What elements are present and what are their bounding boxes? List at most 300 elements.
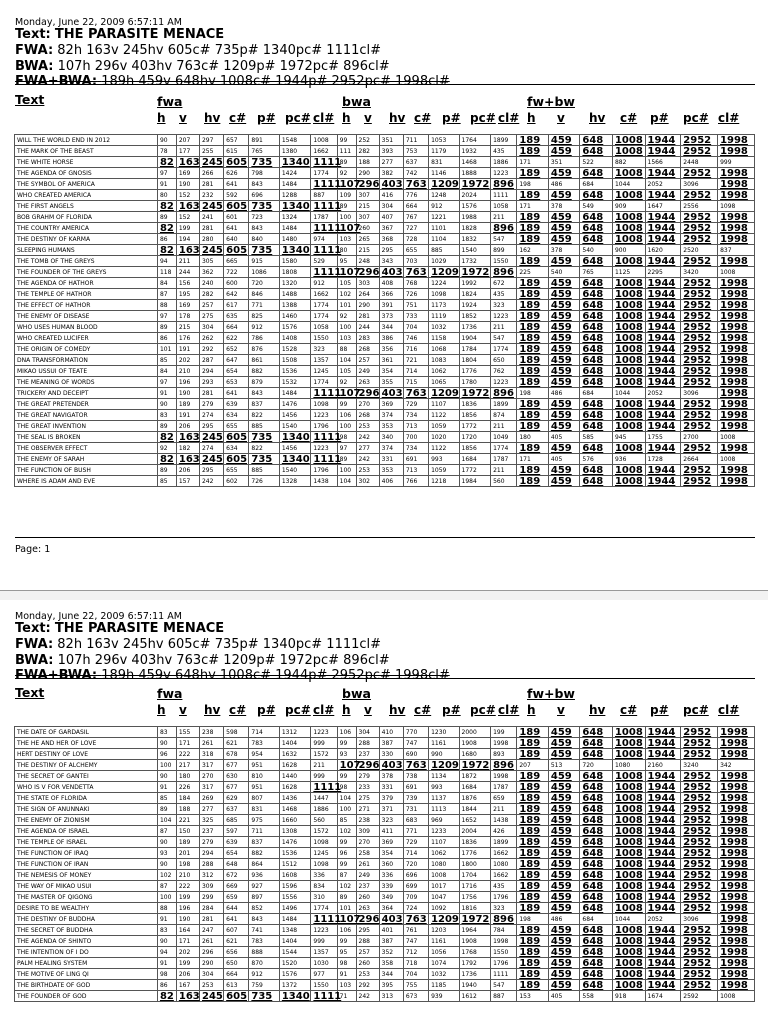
row-name-cell: THE FOUNDER OF GOD	[15, 991, 158, 1002]
row-name-cell: THE TEMPLE OF ISRAEL	[15, 837, 158, 848]
cell-fwbw-v: 459	[548, 815, 580, 826]
cell-bwa-hv: 403	[379, 179, 403, 190]
cell-fwbw-v: 459	[548, 892, 580, 903]
fwbw-values: 189h 459v 648hv 1008c# 1944p# 2952pc# 1998cl#	[101, 74, 450, 89]
cell-bwa-hv: 277	[379, 157, 403, 168]
cell-fwa-pc: 1632	[279, 749, 311, 760]
cell-bwa-p: 1209	[429, 179, 459, 190]
cell-fwa-pc: 1484	[279, 914, 311, 925]
cell-fwa-cl: 1774	[311, 300, 337, 311]
cell-bwa-hv: 401	[379, 925, 403, 936]
cell-fwbw-cl: 1998	[718, 958, 755, 969]
cell-bwa-h: 107	[337, 914, 356, 925]
cell-bwa-h: 87	[337, 870, 356, 881]
subheader-bwa-p: p#	[442, 703, 461, 717]
cell-bwa-p: 1065	[429, 377, 459, 388]
cell-fwbw-cl: 1998	[718, 903, 755, 914]
cell-fwa-p: 783	[249, 738, 279, 749]
cell-fwbw-cl: 1998	[718, 848, 755, 859]
cell-fwbw-c: 1008	[612, 947, 645, 958]
cell-fwa-pc: 1512	[279, 859, 311, 870]
cell-fwa-hv: 296	[199, 947, 223, 958]
cell-fwbw-p: 1944	[645, 870, 681, 881]
cell-fwa-h: 91	[157, 179, 176, 190]
cell-fwbw-hv: 648	[580, 234, 613, 245]
cell-fwa-p: 840	[249, 234, 279, 245]
cell-bwa-pc: 1684	[459, 454, 491, 465]
cell-fwa-cl: 1796	[311, 421, 337, 432]
cell-fwbw-v: 459	[548, 212, 580, 223]
cell-bwa-pc: 1732	[459, 256, 491, 267]
cell-fwbw-c: 1125	[612, 267, 645, 278]
table-row	[15, 311, 755, 322]
cell-fwa-cl: 1111	[311, 432, 337, 443]
cell-bwa-hv: 403	[379, 267, 403, 278]
cell-bwa-p: 1122	[429, 410, 459, 421]
subheader-fwa-h: h	[157, 703, 166, 717]
cell-bwa-h: 104	[337, 476, 356, 487]
cell-fwbw-hv: 648	[580, 859, 613, 870]
cell-fwbw-hv: 684	[580, 914, 613, 925]
table-row	[15, 256, 755, 267]
cell-bwa-v: 263	[356, 903, 379, 914]
cell-fwa-p: 735	[249, 245, 279, 256]
cell-fwbw-cl: 1998	[718, 749, 755, 760]
cell-bwa-hv: 368	[379, 234, 403, 245]
cell-fwbw-h: 189	[517, 377, 549, 388]
cell-bwa-cl: 1899	[491, 135, 517, 146]
cell-bwa-v: 296	[356, 388, 379, 399]
cell-fwbw-v: 459	[548, 936, 580, 947]
cell-fwa-hv: 362	[199, 267, 223, 278]
cell-fwbw-pc: 2664	[681, 454, 718, 465]
cell-fwa-c: 722	[224, 267, 249, 278]
cell-fwbw-c: 1008	[612, 771, 645, 782]
cell-bwa-hv: 395	[379, 980, 403, 991]
cell-fwa-h: 83	[157, 727, 176, 738]
fwbw-values: 189h 459v 648hv 1008c# 1944p# 2952pc# 1998cl#	[101, 668, 450, 683]
cell-bwa-c: 726	[403, 289, 428, 300]
cell-bwa-hv: 407	[379, 212, 403, 223]
cell-bwa-hv: 295	[379, 245, 403, 256]
fwa-label: FWA:	[15, 637, 54, 652]
header-divider	[15, 84, 755, 85]
data-table-page-1	[14, 134, 755, 487]
cell-fwa-hv: 282	[199, 289, 223, 300]
cell-fwbw-v: 459	[548, 300, 580, 311]
cell-fwbw-p: 1944	[645, 859, 681, 870]
cell-fwa-p: 798	[249, 168, 279, 179]
cell-fwbw-pc: 2952	[681, 881, 718, 892]
cell-fwbw-h: 189	[517, 443, 549, 454]
bwa-line	[15, 59, 390, 74]
cell-bwa-v: 215	[356, 201, 379, 212]
cell-fwa-p: 876	[249, 344, 279, 355]
cell-fwa-v: 169	[176, 168, 199, 179]
cell-bwa-c: 637	[403, 157, 428, 168]
cell-fwa-h: 97	[157, 168, 176, 179]
cell-fwbw-pc: 2952	[681, 947, 718, 958]
cell-bwa-h: 101	[337, 903, 356, 914]
row-name-cell: THE AGENDA OF GNOSIS	[15, 168, 158, 179]
footer-divider	[15, 537, 755, 538]
cell-bwa-p: 1029	[429, 256, 459, 267]
cell-fwbw-cl: 1998	[718, 322, 755, 333]
cell-fwbw-hv: 585	[580, 432, 613, 443]
cell-bwa-hv: 331	[379, 454, 403, 465]
row-name-cell: THE WHITE HORSE	[15, 157, 158, 168]
cell-fwbw-cl: 1998	[718, 969, 755, 980]
cell-fwa-v: 182	[176, 443, 199, 454]
cell-fwbw-cl: 1008	[718, 991, 755, 1002]
cell-fwa-pc: 1468	[279, 804, 311, 815]
cell-fwa-pc: 1340	[279, 991, 311, 1002]
cell-fwbw-h: 189	[517, 212, 549, 223]
cell-fwa-cl: 1111	[311, 782, 337, 793]
fwbw-line	[15, 668, 450, 683]
cell-fwbw-pc: 2952	[681, 815, 718, 826]
cell-bwa-p: 1230	[429, 727, 459, 738]
cell-fwa-pc: 1340	[279, 245, 311, 256]
cell-bwa-c: 691	[403, 454, 428, 465]
cell-fwa-h: 87	[157, 289, 176, 300]
cell-fwbw-h: 162	[517, 245, 549, 256]
cell-fwa-cl: 1662	[311, 289, 337, 300]
cell-bwa-pc: 1612	[459, 991, 491, 1002]
cell-fwa-c: 642	[224, 289, 249, 300]
cell-fwa-hv: 240	[199, 278, 223, 289]
cell-bwa-v: 249	[356, 870, 379, 881]
cell-bwa-p: 1209	[429, 914, 459, 925]
cell-fwbw-cl: 1998	[718, 793, 755, 804]
cell-bwa-v: 265	[356, 234, 379, 245]
cell-bwa-p: 1053	[429, 135, 459, 146]
cell-fwa-pc: 1436	[279, 793, 311, 804]
table-row	[15, 245, 755, 256]
cell-fwa-pc: 1536	[279, 366, 311, 377]
cell-fwbw-c: 1008	[612, 980, 645, 991]
cell-fwa-h: 90	[157, 771, 176, 782]
cell-fwbw-cl: 1998	[718, 377, 755, 388]
cell-fwa-pc: 1628	[279, 782, 311, 793]
table-row	[15, 925, 755, 936]
cell-bwa-h: 107	[337, 267, 356, 278]
table-row	[15, 190, 755, 201]
cell-fwa-pc: 1440	[279, 771, 311, 782]
cell-bwa-pc: 1856	[459, 443, 491, 454]
cell-fwbw-h: 189	[517, 465, 549, 476]
table-row	[15, 848, 755, 859]
cell-fwa-h: 90	[157, 859, 176, 870]
cell-fwa-pc: 1540	[279, 421, 311, 432]
cell-fwa-v: 206	[176, 421, 199, 432]
cell-fwa-pc: 1320	[279, 278, 311, 289]
cell-fwa-h: 90	[157, 738, 176, 749]
cell-fwa-h: 91	[157, 958, 176, 969]
cell-fwbw-cl: 1998	[718, 234, 755, 245]
cell-fwa-cl: 999	[311, 936, 337, 947]
cell-bwa-v: 288	[356, 738, 379, 749]
cell-fwbw-pc: 2952	[681, 399, 718, 410]
cell-bwa-cl: 199	[491, 727, 517, 738]
cell-fwbw-v: 459	[548, 793, 580, 804]
cell-bwa-hv: 343	[379, 256, 403, 267]
cell-bwa-v: 292	[356, 980, 379, 991]
cell-fwa-hv: 277	[199, 804, 223, 815]
cell-fwbw-pc: 2952	[681, 925, 718, 936]
cell-fwa-c: 647	[224, 355, 249, 366]
cell-bwa-cl: 211	[491, 322, 517, 333]
cell-fwbw-h: 189	[517, 826, 549, 837]
cell-fwbw-p: 1944	[645, 826, 681, 837]
cell-fwa-pc: 1608	[279, 870, 311, 881]
cell-fwa-v: 189	[176, 837, 199, 848]
cell-bwa-v: 296	[356, 760, 379, 771]
cell-bwa-pc: 1576	[459, 201, 491, 212]
cell-fwa-p: 837	[249, 399, 279, 410]
cell-fwbw-pc: 2952	[681, 837, 718, 848]
cell-fwbw-cl: 1008	[718, 454, 755, 465]
column-text-header: Text	[15, 92, 45, 107]
cell-bwa-v: 253	[356, 969, 379, 980]
cell-fwa-p: 927	[249, 881, 279, 892]
cell-fwa-hv: 281	[199, 388, 223, 399]
cell-fwa-hv: 292	[199, 344, 223, 355]
cell-fwbw-c: 1008	[612, 476, 645, 487]
cell-fwbw-hv: 648	[580, 278, 613, 289]
cell-fwbw-v: 459	[548, 278, 580, 289]
row-name-cell: THE FUNCTION OF IRAQ	[15, 848, 158, 859]
cell-fwa-h: 80	[157, 190, 176, 201]
cell-bwa-hv: 369	[379, 399, 403, 410]
cell-bwa-v: 261	[356, 859, 379, 870]
cell-bwa-hv: 371	[379, 804, 403, 815]
cell-bwa-h: 99	[337, 399, 356, 410]
cell-bwa-cl: 323	[491, 903, 517, 914]
cell-bwa-c: 718	[403, 958, 428, 969]
cell-fwa-p: 711	[249, 826, 279, 837]
cell-fwa-pc: 1488	[279, 289, 311, 300]
cell-fwbw-cl: 1998	[718, 870, 755, 881]
cell-fwa-p: 741	[249, 925, 279, 936]
cell-fwbw-h: 189	[517, 366, 549, 377]
cell-fwa-pc: 1484	[279, 388, 311, 399]
cell-bwa-h: 106	[337, 410, 356, 421]
cell-fwa-h: 88	[157, 903, 176, 914]
cell-bwa-cl: 211	[491, 421, 517, 432]
cell-bwa-p: 1221	[429, 212, 459, 223]
cell-bwa-hv: 403	[379, 388, 403, 399]
cell-bwa-pc: 1852	[459, 311, 491, 322]
cell-fwbw-p: 1944	[645, 399, 681, 410]
row-name-cell: THE EFFECT OF HATHOR	[15, 300, 158, 311]
cell-fwbw-v: 459	[548, 969, 580, 980]
cell-bwa-cl: 896	[491, 267, 517, 278]
cell-fwbw-hv: 648	[580, 333, 613, 344]
cell-bwa-hv: 387	[379, 738, 403, 749]
cell-fwa-hv: 257	[199, 300, 223, 311]
table-row	[15, 168, 755, 179]
cell-fwa-c: 669	[224, 881, 249, 892]
cell-fwbw-cl: 1998	[718, 223, 755, 234]
cell-fwbw-hv: 648	[580, 289, 613, 300]
row-name-cell: THE GREAT PRETENDER	[15, 399, 158, 410]
cell-fwbw-pc: 2952	[681, 738, 718, 749]
cell-fwa-c: 657	[224, 135, 249, 146]
cell-bwa-hv: 378	[379, 771, 403, 782]
cell-bwa-c: 699	[403, 881, 428, 892]
cell-fwbw-v: 459	[548, 848, 580, 859]
cell-bwa-pc: 1736	[459, 322, 491, 333]
cell-fwa-v: 207	[176, 135, 199, 146]
cell-fwbw-p: 1944	[645, 969, 681, 980]
cell-fwa-cl: 999	[311, 771, 337, 782]
cell-fwbw-c: 1008	[612, 859, 645, 870]
cell-fwbw-c: 1008	[612, 421, 645, 432]
cell-fwa-h: 90	[157, 135, 176, 146]
cell-fwbw-pc: 2952	[681, 936, 718, 947]
text-title: THE PARASITE MENACE	[54, 621, 225, 636]
cell-fwbw-h: 189	[517, 925, 549, 936]
cell-fwbw-pc: 2952	[681, 168, 718, 179]
cell-fwbw-pc: 2520	[681, 245, 718, 256]
cell-fwa-pc: 1456	[279, 410, 311, 421]
fwa-line	[15, 43, 381, 58]
page-footer	[15, 544, 50, 555]
cell-fwa-cl: 1223	[311, 410, 337, 421]
cell-fwbw-p: 1944	[645, 738, 681, 749]
cell-bwa-p: 1017	[429, 881, 459, 892]
cell-bwa-p: 1059	[429, 421, 459, 432]
cell-fwbw-c: 1008	[612, 300, 645, 311]
cell-bwa-cl: 1787	[491, 782, 517, 793]
cell-fwbw-h: 189	[517, 399, 549, 410]
cell-bwa-pc: 2004	[459, 826, 491, 837]
cell-fwa-hv: 288	[199, 859, 223, 870]
cell-fwa-pc: 1460	[279, 311, 311, 322]
cell-fwbw-cl: 1998	[718, 782, 755, 793]
cell-bwa-cl: 1111	[491, 190, 517, 201]
cell-fwbw-c: 1008	[612, 793, 645, 804]
cell-fwa-v: 194	[176, 234, 199, 245]
cell-bwa-v: 249	[356, 366, 379, 377]
subheader-fwa-v: v	[179, 703, 187, 717]
cell-fwbw-hv: 648	[580, 212, 613, 223]
cell-fwbw-c: 1008	[612, 881, 645, 892]
row-name-cell: SLEEPING HUMANS	[15, 245, 158, 256]
cell-fwa-c: 629	[224, 793, 249, 804]
cell-fwbw-c: 1008	[612, 727, 645, 738]
cell-bwa-p: 1104	[429, 234, 459, 245]
cell-fwbw-cl: 1998	[718, 135, 755, 146]
cell-fwa-hv: 270	[199, 771, 223, 782]
table-row	[15, 289, 755, 300]
cell-bwa-v: 253	[356, 465, 379, 476]
cell-fwbw-c: 1008	[612, 234, 645, 245]
cell-bwa-p: 1158	[429, 333, 459, 344]
cell-bwa-p: 1059	[429, 465, 459, 476]
cell-bwa-h: 92	[337, 168, 356, 179]
cell-fwbw-hv: 648	[580, 256, 613, 267]
cell-fwa-h: 89	[157, 421, 176, 432]
table-row	[15, 760, 755, 771]
cell-bwa-h: 111	[337, 146, 356, 157]
cell-bwa-cl: 1662	[491, 848, 517, 859]
cell-fwbw-hv: 522	[580, 157, 613, 168]
cell-bwa-c: 763	[403, 760, 428, 771]
cell-bwa-c: 738	[403, 771, 428, 782]
group-bwa-header: bwa	[342, 94, 371, 109]
cell-bwa-hv: 344	[379, 322, 403, 333]
cell-bwa-h: 71	[337, 991, 356, 1002]
cell-bwa-p: 1107	[429, 837, 459, 848]
cell-fwbw-c: 1008	[612, 848, 645, 859]
cell-fwa-pc: 1424	[279, 168, 311, 179]
cell-bwa-hv: 331	[379, 782, 403, 793]
cell-fwa-hv: 295	[199, 465, 223, 476]
cell-fwbw-hv: 648	[580, 727, 613, 738]
cell-fwbw-v: 405	[548, 454, 580, 465]
cell-fwa-v: 196	[176, 903, 199, 914]
cell-fwa-v: 163	[176, 157, 199, 168]
cell-fwbw-h: 189	[517, 146, 549, 157]
cell-fwa-p: 897	[249, 892, 279, 903]
cell-bwa-h: 106	[337, 925, 356, 936]
cell-bwa-cl: 1058	[491, 201, 517, 212]
cell-bwa-p: 1122	[429, 443, 459, 454]
cell-fwa-v: 155	[176, 727, 199, 738]
subheader-fwbw-p: p#	[650, 111, 669, 125]
fwa-line	[15, 637, 381, 652]
page-label: Page:	[15, 544, 42, 555]
cell-fwbw-c: 1008	[612, 892, 645, 903]
cell-fwbw-c: 909	[612, 201, 645, 212]
group-fwbw-header: fw+bw	[527, 94, 575, 109]
cell-bwa-h: 99	[337, 135, 356, 146]
fwbw-line	[15, 74, 450, 89]
cell-bwa-p: 1008	[429, 870, 459, 881]
cell-bwa-pc: 1888	[459, 168, 491, 179]
cell-fwa-cl: 1098	[311, 859, 337, 870]
cell-bwa-pc: 1684	[459, 782, 491, 793]
cell-fwa-h: 89	[157, 465, 176, 476]
cell-bwa-hv: 411	[379, 826, 403, 837]
cell-fwa-hv: 255	[199, 146, 223, 157]
cell-fwa-v: 201	[176, 848, 199, 859]
cell-fwa-pc: 1596	[279, 881, 311, 892]
cell-fwbw-cl: 1998	[718, 859, 755, 870]
cell-fwbw-cl: 837	[718, 245, 755, 256]
cell-fwbw-c: 945	[612, 432, 645, 443]
cell-bwa-cl: 1438	[491, 815, 517, 826]
bwa-label: BWA:	[15, 59, 54, 74]
cell-fwa-h: 100	[157, 760, 176, 771]
cell-fwa-h: 84	[157, 366, 176, 377]
cell-fwa-cl: 1886	[311, 804, 337, 815]
cell-fwbw-cl: 1998	[718, 388, 755, 399]
cell-bwa-cl: 899	[491, 245, 517, 256]
cell-bwa-c: 690	[403, 749, 428, 760]
cell-bwa-hv: 330	[379, 749, 403, 760]
table-row	[15, 914, 755, 925]
cell-fwbw-v: 459	[548, 366, 580, 377]
cell-bwa-h: 91	[337, 969, 356, 980]
cell-fwa-cl: 1111	[311, 991, 337, 1002]
subheader-fwbw-cl: cl#	[718, 703, 740, 717]
cell-fwa-c: 650	[224, 958, 249, 969]
table-row	[15, 958, 755, 969]
cell-bwa-h: 103	[337, 333, 356, 344]
